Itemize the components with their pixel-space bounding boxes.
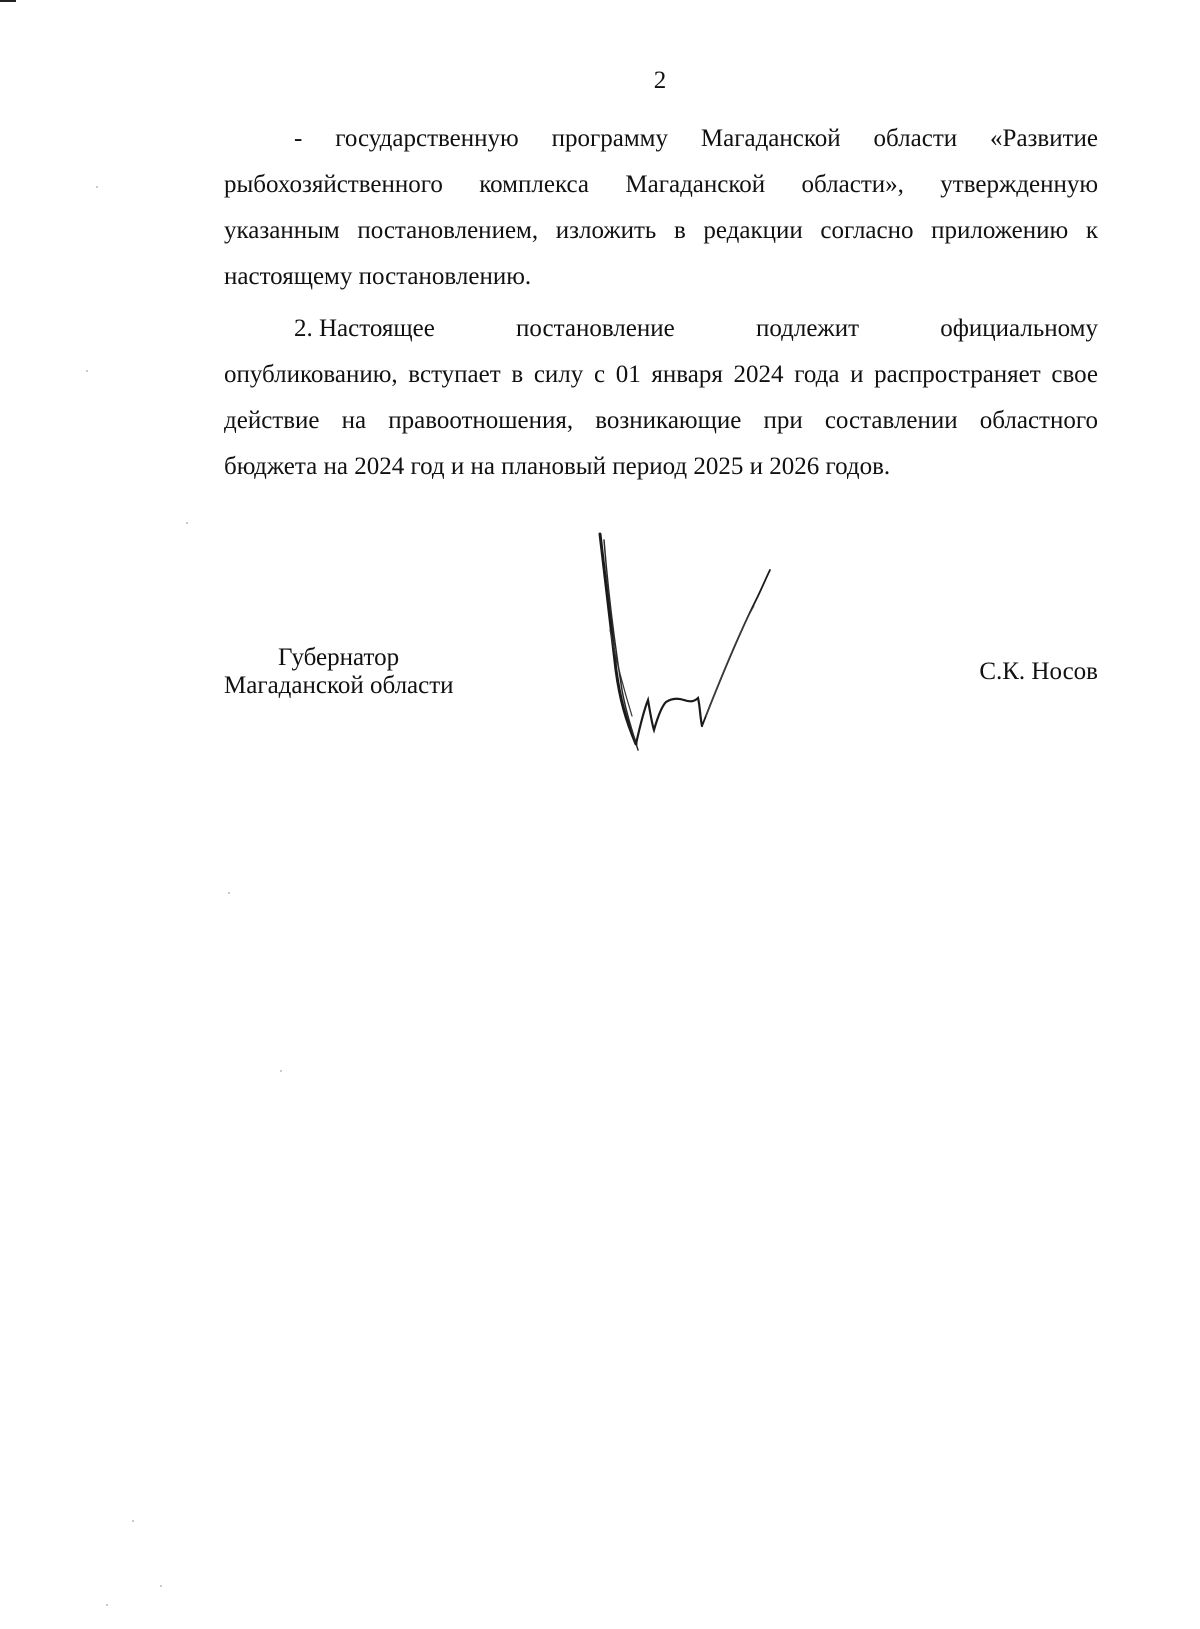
scan-speck: [132, 1520, 134, 1522]
scan-speck: [96, 186, 98, 188]
paragraph-2-word-4: официальному: [940, 315, 1098, 342]
paragraph-1-text: - государственную программу Магаданской области «Развитие рыбохозяйственного комплекса Магаданской области», утвержденную указанным постановлением, изложить в редакции согласно приложению к настоящему постановлению.: [224, 125, 1098, 290]
paragraph-2-rest: опубликованию, вступает в силу с 01 января 2024 года и распространяет свое действие на правоотношения, возникающие при составлении областного бюджета на 2024 год и на плановый период 2025 и 2026 годов.: [224, 361, 1098, 480]
scan-speck: [228, 892, 230, 894]
scan-corner-mark: [0, 0, 16, 2]
paragraph-2-word-1: 2. Настоящее: [294, 315, 435, 342]
signatory-position-line-1: Губернатор: [278, 644, 400, 671]
paragraph-2-word-2: постановление: [516, 315, 675, 342]
paragraph-1: [224, 116, 1098, 300]
paragraph-2: [224, 306, 1098, 490]
signatory-position-line-2: Магаданской области: [224, 672, 454, 699]
page-number: 2: [653, 67, 667, 94]
scan-speck: [86, 370, 88, 372]
scan-speck: [280, 1070, 282, 1072]
paragraph-2-first-line: [224, 306, 1098, 352]
scan-speck: [106, 1604, 108, 1606]
signatory-position: [224, 644, 454, 700]
paragraph-2-word-3: подлежит: [755, 315, 859, 342]
handwritten-signature: [596, 530, 816, 760]
signatory-name: С.К. Носов: [979, 658, 1098, 685]
scan-speck: [160, 1585, 162, 1587]
scan-speck: [186, 522, 188, 524]
